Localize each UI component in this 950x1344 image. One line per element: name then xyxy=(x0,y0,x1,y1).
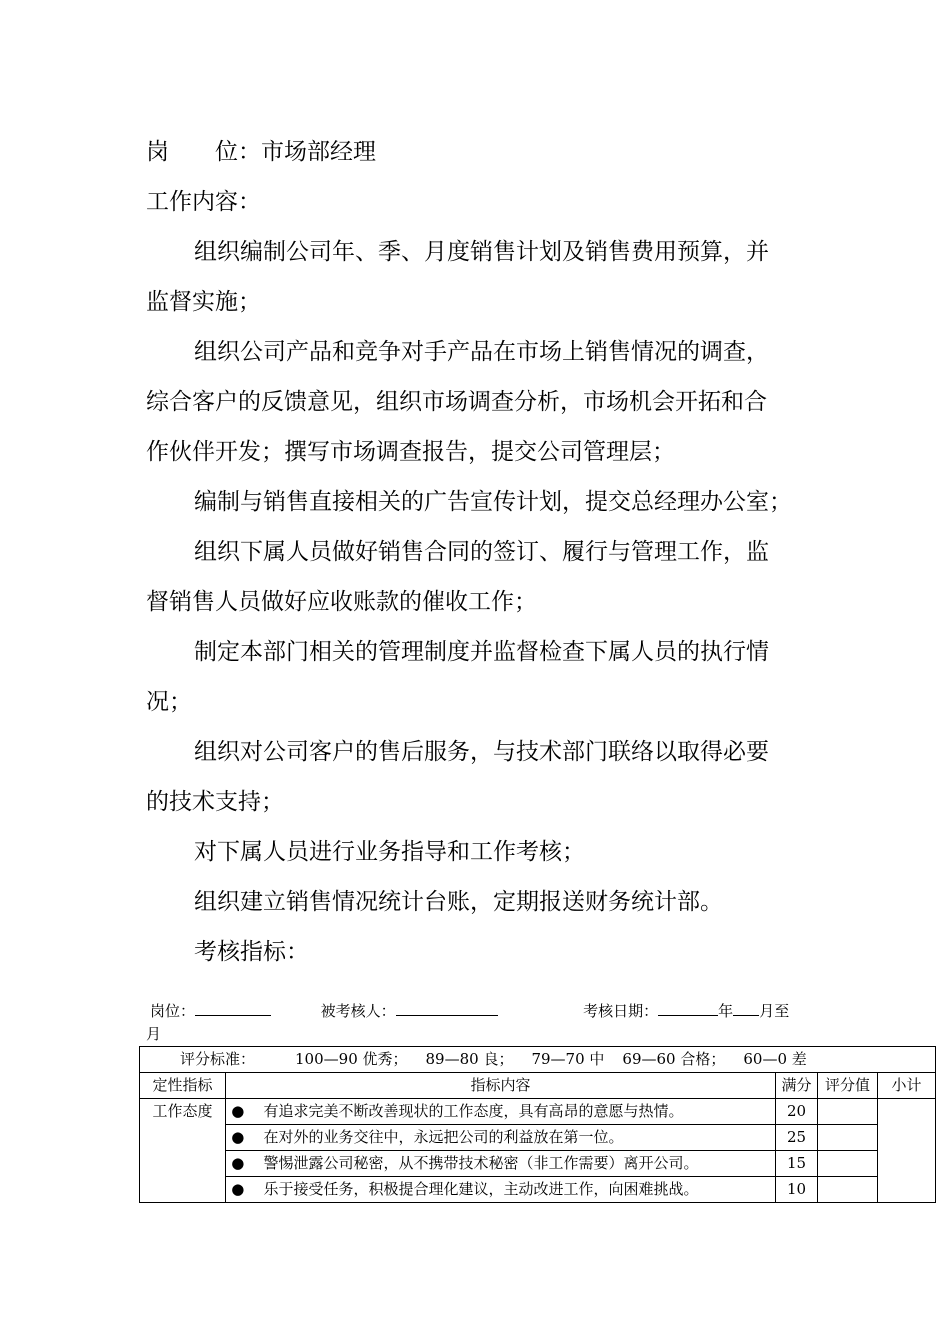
scale-item: 100—90 优秀； xyxy=(295,1050,408,1068)
body-line: 的技术支持； xyxy=(146,789,284,815)
scale-item: 89—80 良； xyxy=(425,1050,514,1068)
header-row xyxy=(140,1073,936,1099)
form-month: 月 xyxy=(146,1025,162,1043)
assessment-heading: 考核指标： xyxy=(194,939,309,965)
body-line: 编制与销售直接相关的广告宣传计划，提交总经理办公室； xyxy=(194,489,792,515)
form-month-to: 月至 xyxy=(759,1002,790,1020)
indicator-text: 在对外的业务交往中，永远把公司的利益放在第一位。 xyxy=(250,1125,776,1151)
table-row xyxy=(140,1177,936,1203)
indicator-text: 乐于接受任务，积极提合理化建议，主动改进工作，向困难挑战。 xyxy=(250,1177,776,1203)
body-line: 综合客户的反馈意见，组织市场调查分析，市场机会开拓和合 xyxy=(146,389,767,415)
body-line: 组织下属人员做好销售合同的签订、履行与管理工作，监 xyxy=(194,539,769,565)
body-line: 况； xyxy=(146,689,192,715)
year-blank[interactable] xyxy=(658,1000,718,1016)
body-line: 督销售人员做好应收账款的催收工作； xyxy=(146,589,537,615)
scale-item: 69—60 合格； xyxy=(622,1050,726,1068)
body-line: 组织对公司客户的售后服务，与技术部门联络以取得必要 xyxy=(194,739,769,765)
header-content: 指标内容 xyxy=(226,1073,776,1099)
table-row xyxy=(140,1125,936,1151)
body-line: 监督实施； xyxy=(146,289,261,315)
header-category: 定性指标 xyxy=(140,1073,226,1099)
body-line: 组织建立销售情况统计台账，定期报送财务统计部。 xyxy=(194,889,723,915)
work-content-label: 工作内容： xyxy=(146,189,261,215)
scale-row xyxy=(140,1047,936,1073)
scale-item: 79—70 中 xyxy=(531,1050,605,1068)
post-label-a: 岗 xyxy=(146,139,169,165)
bullet-icon: ● xyxy=(226,1151,250,1177)
score-input[interactable] xyxy=(818,1177,878,1203)
form-header-line xyxy=(150,1000,789,1021)
full-score: 25 xyxy=(776,1125,818,1151)
form-post-label: 岗位： xyxy=(150,1002,196,1020)
body-line: 制定本部门相关的管理制度并监督检查下属人员的执行情 xyxy=(194,639,769,665)
table-row xyxy=(140,1151,936,1177)
form-date-label: 考核日期： xyxy=(583,1002,659,1020)
table-row xyxy=(140,1099,936,1125)
form-year: 年 xyxy=(718,1002,734,1020)
post-value: 市场部经理 xyxy=(261,139,376,165)
bullet-icon: ● xyxy=(226,1125,250,1151)
header-full: 满分 xyxy=(776,1073,818,1099)
evaluation-table xyxy=(139,1046,936,1203)
post-line xyxy=(146,137,376,167)
bullet-icon: ● xyxy=(226,1099,250,1125)
score-input[interactable] xyxy=(818,1125,878,1151)
month-blank[interactable] xyxy=(733,1000,759,1016)
full-score: 15 xyxy=(776,1151,818,1177)
full-score: 10 xyxy=(776,1177,818,1203)
score-input[interactable] xyxy=(818,1151,878,1177)
post-blank[interactable] xyxy=(195,1000,271,1016)
full-score: 20 xyxy=(776,1099,818,1125)
post-label-b: 位： xyxy=(215,139,261,165)
indicator-text: 警惕泄露公司秘密，从不携带技术秘密（非工作需要）离开公司。 xyxy=(250,1151,776,1177)
body-line: 作伙伴开发；撰写市场调查报告，提交公司管理层； xyxy=(146,439,675,465)
form-assessee-label: 被考核人： xyxy=(320,1002,396,1020)
body-line: 组织公司产品和竞争对手产品在市场上销售情况的调查， xyxy=(194,339,769,365)
subtotal-input[interactable] xyxy=(878,1099,936,1203)
indicator-text: 有追求完美不断改善现状的工作态度，具有高昂的意愿与热情。 xyxy=(250,1099,776,1125)
header-score: 评分值 xyxy=(818,1073,878,1099)
body-line: 组织编制公司年、季、月度销售计划及销售费用预算，并 xyxy=(194,239,769,265)
scale-label: 评分标准： xyxy=(180,1050,256,1068)
header-subtotal: 小计 xyxy=(878,1073,936,1099)
assessee-blank[interactable] xyxy=(396,1000,498,1016)
body-line: 对下属人员进行业务指导和工作考核； xyxy=(194,839,585,865)
category-cell: 工作态度 xyxy=(140,1099,226,1203)
score-input[interactable] xyxy=(818,1099,878,1125)
bullet-icon: ● xyxy=(226,1177,250,1203)
scale-item: 60—0 差 xyxy=(743,1050,807,1068)
